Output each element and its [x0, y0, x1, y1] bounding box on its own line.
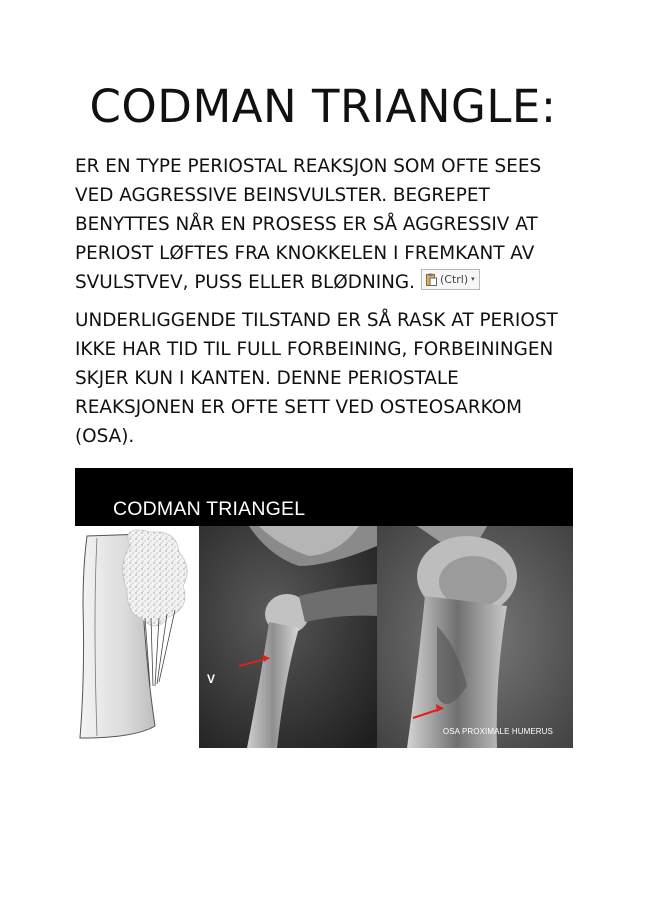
clipboard-icon — [426, 273, 437, 286]
paragraph-definition — [75, 152, 575, 297]
page-title: CODMAN TRIANGLE: — [89, 80, 557, 133]
figure-header — [75, 468, 573, 526]
radiograph-image-1 — [199, 526, 377, 748]
figure-title: CODMAN TRIANGEL — [113, 498, 306, 520]
paragraph-explanation: UNDERLIGGENDE TILSTAND ER SÅ RASK AT PERIOST IKKE HAR TID TIL FULL FORBEINING, FORBEININGEN SKJER KUN I KANTEN. DENNE PERIOSTALE REAKSJONEN ER OFTE SETT VED OSTEOSARKOM (OSA). — [75, 310, 558, 447]
paste-options-button[interactable] — [421, 269, 480, 290]
chevron-down-icon: ▾ — [471, 275, 475, 283]
radiograph-marker-v: V — [207, 672, 216, 686]
codman-figure — [75, 468, 573, 748]
paste-options-label: (Ctrl) — [439, 273, 469, 286]
paragraph-definition-text: ER EN TYPE PERIOSTAL REAKSJON SOM OFTE SEES VED AGGRESSIVE BEINSVULSTER. BEGREPET BENYTTES NÅR EN PROSESS ER SÅ AGGRESSIV AT PERIOST LØFTES FRA KNOKKELEN I FREMKANT AV SVULSTVEV, PUSS ELLER BLØDNING. — [75, 156, 542, 293]
codman-triangle-diagram — [75, 526, 199, 748]
radiograph-image-2 — [377, 526, 573, 748]
radiograph-caption: OSA PROXIMALE HUMERUS — [442, 727, 553, 736]
